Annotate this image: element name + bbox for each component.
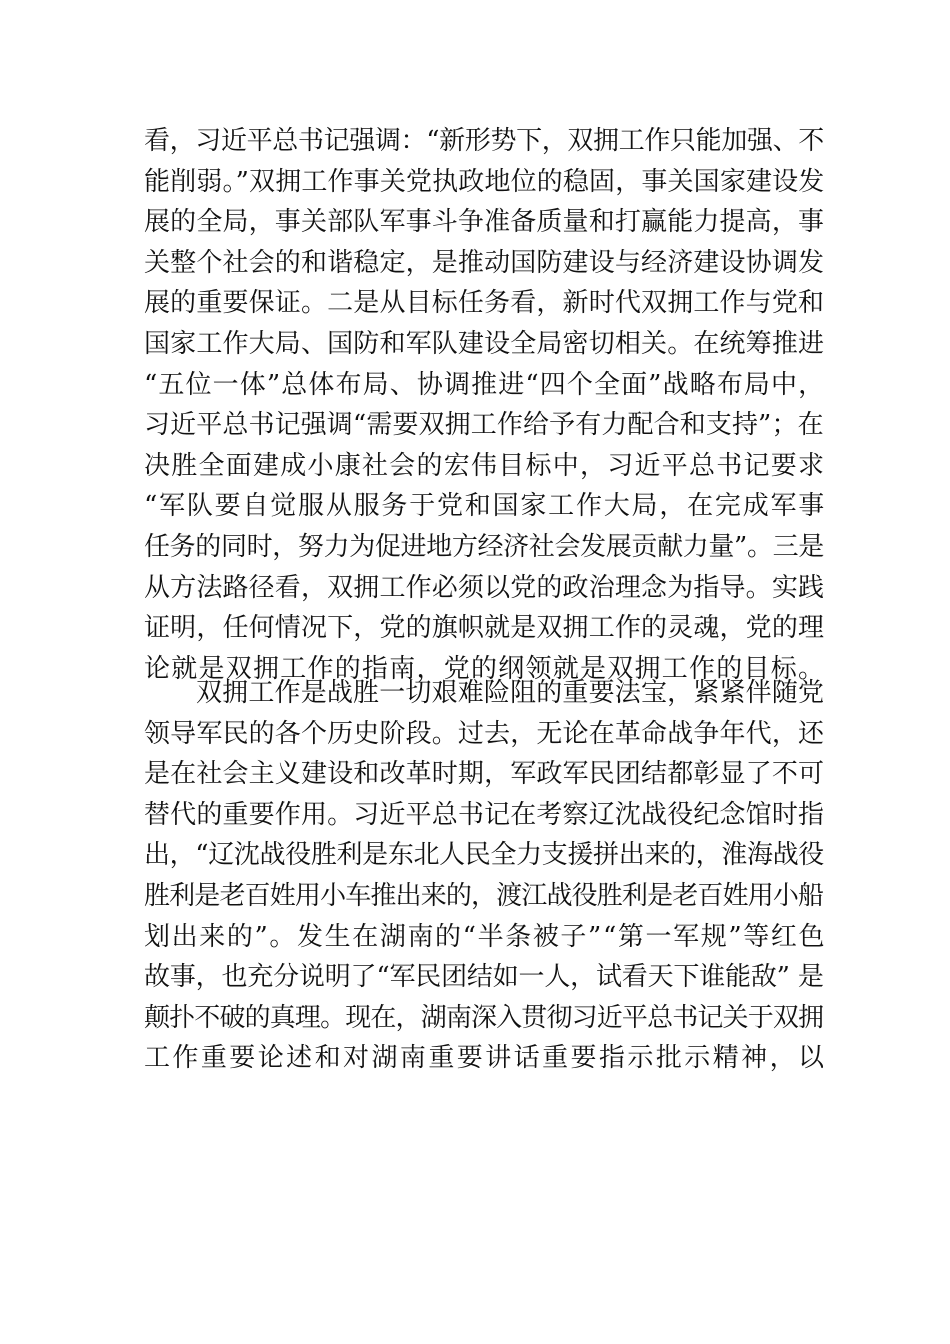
text-line: “五位一体”总体布局、协调推进“四个全面”战略布局中， <box>144 369 826 400</box>
text-line: 看，习近平总书记强调：“新形势下，双拥工作只能加强、不 <box>144 126 824 156</box>
text-line: 从方法路径看，双拥工作必须以党的政治理念为指导。实践 <box>144 572 825 603</box>
text-line: 能削弱。”双拥工作事关党执政地位的稳固，事关国家建设发 <box>144 166 825 197</box>
text-line: 工作重要论述和对湖南重要讲话重要指示批示精神，以 <box>144 1043 827 1074</box>
text-line: 颠扑不破的真理。现在，湖南深入贯彻习近平总书记关于双拥 <box>144 1002 824 1033</box>
text-line: 习近平总书记强调“需要双拥工作给予有力配合和支持”；在 <box>144 410 824 441</box>
text-line: 胜利是老百姓用小车推出来的，渡江战役胜利是老百姓用小船 <box>144 880 824 911</box>
text-line-indented: 双拥工作是战胜一切艰难险阻的重要法宝，紧紧伴随党 <box>196 678 825 708</box>
paragraph-2 <box>144 673 827 1079</box>
text-line: 故事，也充分说明了“军民团结如一人，试看天下谁能敌” 是 <box>144 962 824 993</box>
text-line: 国家工作大局、国防和军队建设全局密切相关。在统筹推进 <box>144 328 825 359</box>
text-line: 划出来的”。发生在湖南的“半条被子”“第一军规”等红色 <box>144 921 827 952</box>
text-line: 领导军民的各个历史阶段。过去，无论在革命战争年代，还 <box>144 718 825 749</box>
text-line: 关整个社会的和谐稳定，是推动国防建设与经济建设协调发 <box>144 247 825 278</box>
text-line: 出，“辽沈战役胜利是东北人民全力支援拼出来的，淮海战役 <box>144 840 824 871</box>
paragraph-1 <box>144 121 827 689</box>
text-line: 展的全局，事关部队军事斗争准备质量和打赢能力提高，事 <box>144 207 825 238</box>
text-line: 展的重要保证。二是从目标任务看，新时代双拥工作与党和 <box>144 288 825 319</box>
text-line: 任务的同时，努力为促进地方经济社会发展贡献力量”。三是 <box>144 531 824 562</box>
text-line: 论就是双拥工作的指南，党的纲领就是双拥工作的目标。 <box>144 653 826 684</box>
text-line: 是在社会主义建设和改革时期，军政军民团结都彰显了不可 <box>144 759 825 790</box>
text-line: 证明，任何情况下，党的旗帜就是双拥工作的灵魂，党的理 <box>144 613 825 644</box>
text-line: “军队要自觉服从服务于党和国家工作大局，在完成军事 <box>144 491 827 522</box>
text-line: 决胜全面建成小康社会的宏伟目标中，习近平总书记要求 <box>144 450 826 481</box>
text-line: 替代的重要作用。习近平总书记在考察辽沈战役纪念馆时指 <box>144 799 825 830</box>
